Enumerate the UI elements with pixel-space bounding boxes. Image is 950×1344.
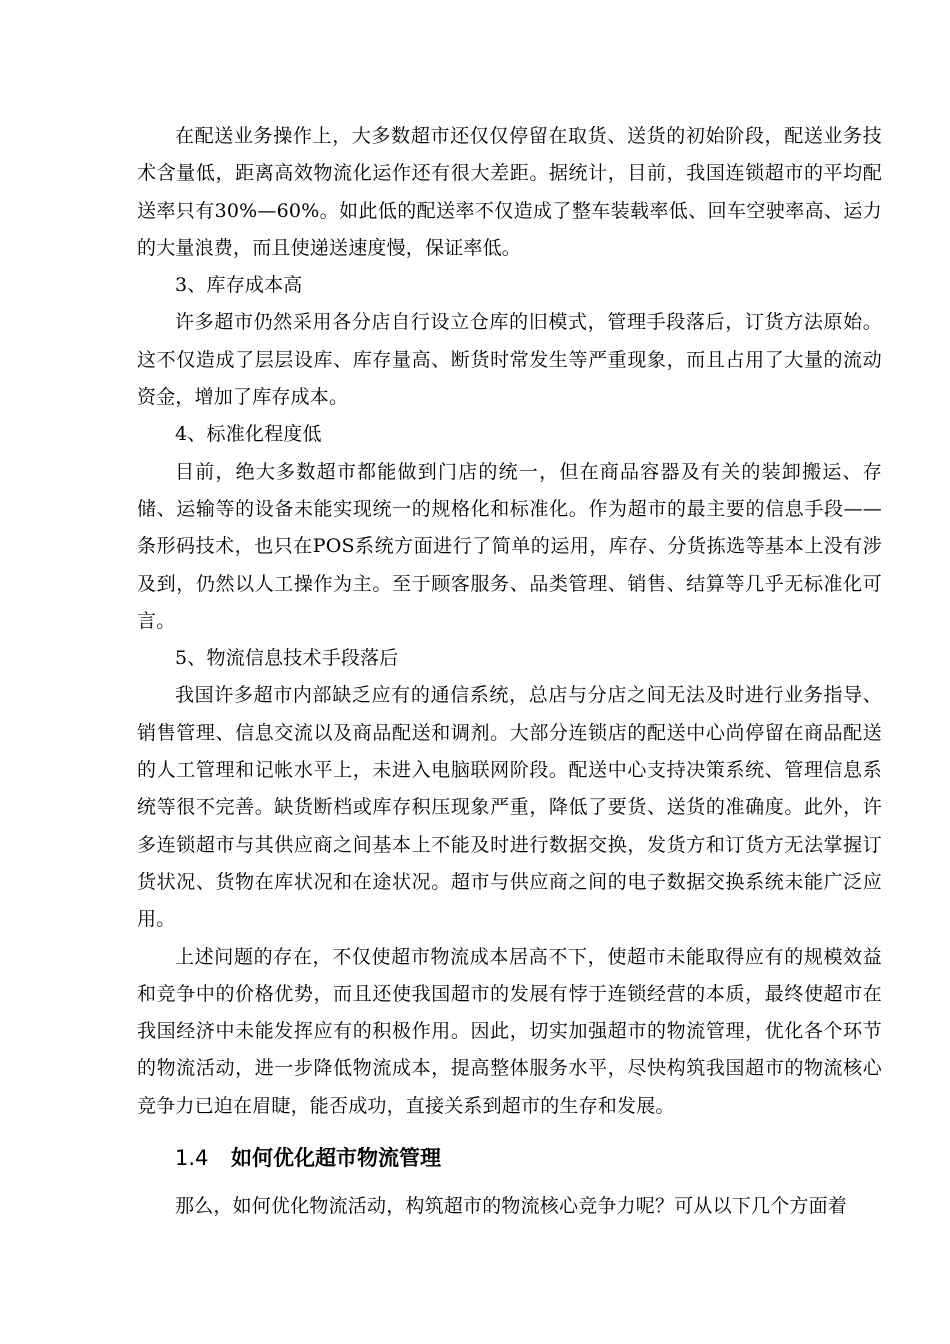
paragraph-inventory-cost: 许多超市仍然采用各分店自行设立仓库的旧模式，管理手段落后，订货方法原始。这不仅造成了层层设库、库存量高、断货时常发生等严重现象，而且占用了大量的流动资金，增加了库存成本。 (137, 311, 882, 409)
section-title: 如何优化超市物流管理 (231, 1146, 441, 1170)
section-number: 1.4 (175, 1146, 209, 1170)
list-item-standardization: 4、标准化程度低 (175, 423, 322, 446)
paragraph-summary: 上述问题的存在，不仅使超市物流成本居高不下，使超市未能取得应有的规模效益和竞争中的价格优势，而且还使我国超市的发展有悖于连锁经营的本质，最终使超市在我国经济中未能发挥应有的积极作用。因此，切实加强超市的物流管理，优化各个环节的物流活动，进一步降低物流成本，提高整体服务水平，尽快构筑我国超市的物流核心竞争力已迫在眉睫，能否成功，直接关系到超市的生存和发展。 (137, 945, 882, 1117)
paragraph-delivery-status: 在配送业务操作上，大多数超市还仅仅停留在取货、送货的初始阶段，配送业务技术含量低，距离高效物流化运作还有很大差距。据统计，目前，我国连锁超市的平均配送率只有30%—60%。如此低的配送率不仅造成了整车装载率低、回车空驶率高、运力的大量浪费，而且使递送速度慢，保证率低。 (137, 125, 882, 259)
section-heading (175, 1138, 441, 1178)
paragraph-standardization: 目前，绝大多数超市都能做到门店的统一，但在商品容器及有关的装卸搬运、存储、运输等的设备未能实现统一的规格化和标准化。作为超市的最主要的信息手段——条形码技术，也只在POS系统方面进行了简单的运用，库存、分货拣选等基本上没有涉及到，仍然以人工操作为主。至于顾客服务、品类管理、销售、结算等几乎无标准化可言。 (137, 460, 882, 632)
list-item-information-technology: 5、物流信息技术手段落后 (175, 647, 399, 670)
closing-text (137, 1188, 882, 1225)
paragraph-closing: 那么，如何优化物流活动，构筑超市的物流核心竞争力呢？可从以下几个方面着 (175, 1195, 848, 1217)
paragraph-information-technology: 我国许多超市内部缺乏应有的通信系统，总店与分店之间无法及时进行业务指导、销售管理、信息交流以及商品配送和调剂。大部分连锁店的配送中心尚停留在商品配送的人工管理和记帐水平上，未进入电脑联网阶段。配送中心支持决策系统、管理信息系统等很不完善。缺货断档或库存积压现象严重，降低了要货、送货的准确度。此外，许多连锁超市与其供应商之间基本上不能及时进行数据交换，发货方和订货方无法掌握订货状况、货物在库状况和在途状况。超市与供应商之间的电子数据交换系统未能广泛应用。 (137, 684, 882, 931)
body-text (137, 118, 882, 1125)
list-item-inventory-cost: 3、库存成本高 (175, 274, 303, 297)
